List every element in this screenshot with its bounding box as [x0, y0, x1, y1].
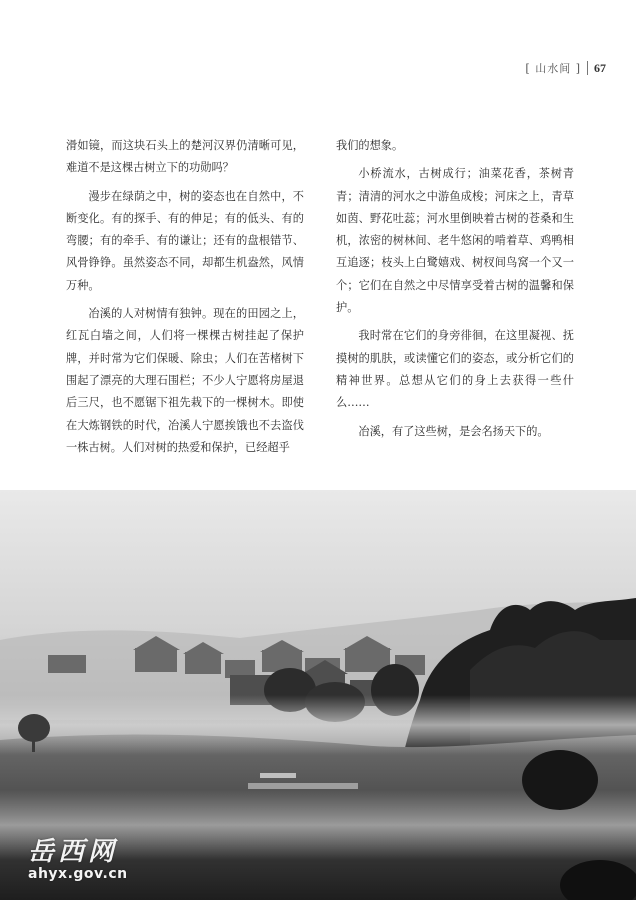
paragraph: 我时常在它们的身旁徘徊，在这里凝视、抚摸树的肌肤，或读懂它们的姿态，或分析它们的精神世界。总想从它们的身上去获得一些什么……: [336, 329, 574, 410]
paragraph: 冶溪，有了这些树，是会名扬天下的。: [358, 424, 549, 438]
page-number: 67: [594, 60, 606, 75]
section-label: [ 山水间 ]: [525, 62, 581, 75]
page-header: [525, 60, 606, 76]
watermark-url: ahyx.gov.cn: [28, 866, 128, 882]
right-column: [336, 135, 574, 465]
paragraph: 冶溪的人对树情有独钟。现在的田园之上，红瓦白墙之间，人们将一棵棵古树挂起了保护牌，并时常为它们保暖、除虫；人们在苦楮树下围起了漂亮的大理石围栏；不少人宁愿将房屋退后三尺，也不愿锯下祖先栽下的一棵树木。即使在大炼钢铁的时代，冶溪人宁愿挨饿也不去盗伐一株古树。人们对树的热爱和保护，已经超乎: [66, 307, 304, 454]
article-body: [66, 135, 574, 465]
paragraph: 小桥流水，古树成行；油菜花香，茶树青青；清清的河水之中游鱼成梭；河床之上，青草如茵、野花吐蕊；河水里倒映着古树的苍桑和生机，浓密的树林间、老牛悠闲的啃着草、鸡鸭相互追逐；枝头上白鹭嬉戏、树杈间鸟窝一个又一个；它们在自然之中尽情享受着古树的温馨和保护。: [336, 167, 574, 315]
paragraph: 滑如镜，而这块石头上的楚河汉界仍清晰可见，难道不是这棵古树立下的功勋吗？: [66, 139, 304, 175]
paragraph: 漫步在绿荫之中，树的姿态也在自然中，不断变化。有的探手、有的伸足；有的低头、有的弯腰；有的牵手、有的谦让；还有的盘根错节、风骨铮铮。虽然姿态不同，却都生机盎然，风情万种。: [66, 189, 304, 292]
watermark-logo: 岳西网: [28, 837, 119, 867]
watermark: [28, 838, 128, 882]
paragraph: 我们的想象。: [336, 139, 404, 152]
header-divider: [587, 61, 588, 75]
left-column: [66, 135, 304, 465]
